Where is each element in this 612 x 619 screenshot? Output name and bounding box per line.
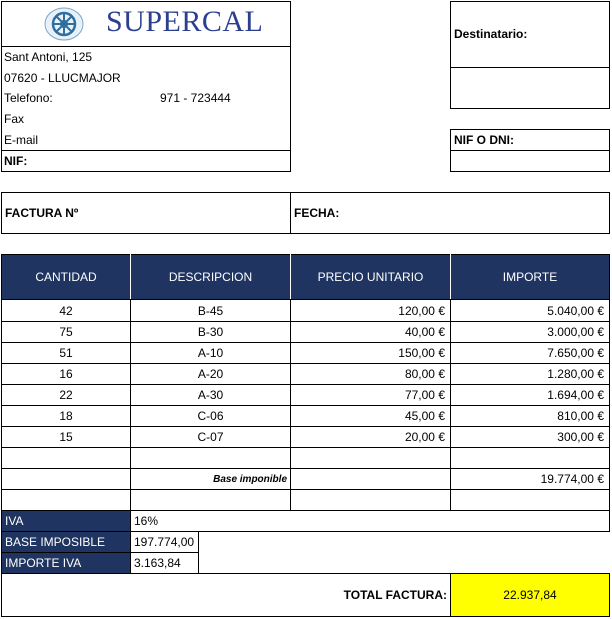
base-imposible-value: 197.774,00: [134, 535, 195, 549]
header-descripcion: DESCRIPCION: [131, 255, 290, 299]
table-row-amount: 1.280,00 €: [547, 367, 604, 381]
iva-label: IVA: [2, 511, 130, 531]
table-row-amount: 300,00 €: [557, 430, 604, 444]
table-row-amount: 5.040,00 €: [547, 304, 604, 318]
table-row-desc: C-07: [197, 430, 224, 444]
table-row-amount: 1.694,00 €: [547, 388, 604, 402]
table-row-desc: A-10: [197, 346, 224, 360]
table-row-price: 150,00 €: [398, 346, 445, 360]
table-row-desc: A-20: [197, 367, 224, 381]
table-row-qty: 15: [59, 430, 73, 444]
iva-amount-value: 3.163,84: [134, 556, 181, 570]
table-row-price: 80,00 €: [404, 367, 445, 381]
table-row-qty: 42: [59, 304, 73, 318]
table-row-desc: C-06: [197, 409, 224, 423]
table-row-desc: B-45: [197, 304, 224, 318]
iva-amount-label: IMPORTE IVA: [2, 553, 130, 573]
table-row-price: 20,00 €: [404, 430, 445, 444]
table-row-qty: 18: [59, 409, 73, 423]
table-row-price: 77,00 €: [404, 388, 445, 402]
company-logo: [34, 4, 264, 44]
base-imponible-label: Base imponible: [213, 473, 287, 485]
recipient-nif-label: NIF O DNI:: [454, 133, 514, 147]
fax-label: Fax: [4, 112, 25, 126]
phone-value: 971 - 723444: [160, 91, 231, 105]
table-row-amount: 3.000,00 €: [547, 325, 604, 339]
table-row-qty: 75: [59, 325, 73, 339]
base-imposible-label: BASE IMPOSIBLE: [2, 532, 130, 552]
recipient-label: Destinatario:: [454, 27, 528, 41]
table-row-qty: 22: [59, 388, 73, 402]
table-row-amount: 810,00 €: [557, 409, 604, 423]
total-value: 22.937,84: [503, 588, 557, 602]
iva-value: 16%: [134, 514, 159, 528]
table-row-price: 45,00 €: [404, 409, 445, 423]
table-row-desc: B-30: [197, 325, 224, 339]
company-name: SUPERCAL: [106, 5, 264, 38]
table-row-price: 120,00 €: [398, 304, 445, 318]
header-importe: IMPORTE: [451, 255, 609, 299]
table-row-desc: A-30: [197, 388, 224, 402]
company-address: Sant Antoni, 125: [4, 50, 93, 64]
phone-label: Telefono:: [4, 91, 53, 105]
gear-wheel-icon: [44, 6, 84, 42]
table-row-qty: 51: [59, 346, 73, 360]
company-city: 07620 - LLUCMAJOR: [4, 71, 121, 85]
invoice-number-label: FACTURA Nº: [5, 206, 79, 220]
recipient-box: [450, 1, 610, 109]
invoice-date-label: FECHA:: [294, 206, 340, 220]
email-label: E-mail: [4, 133, 39, 147]
table-row-price: 40,00 €: [404, 325, 445, 339]
header-cantidad: CANTIDAD: [2, 255, 130, 299]
table-row-qty: 16: [59, 367, 73, 381]
base-imponible-value: 19.774,00 €: [540, 472, 604, 486]
header-precio-unitario: PRECIO UNITARIO: [291, 255, 450, 299]
table-row-amount: 7.650,00 €: [547, 346, 604, 360]
company-nif-label: NIF:: [4, 154, 28, 168]
total-label: TOTAL FACTURA:: [343, 588, 447, 602]
